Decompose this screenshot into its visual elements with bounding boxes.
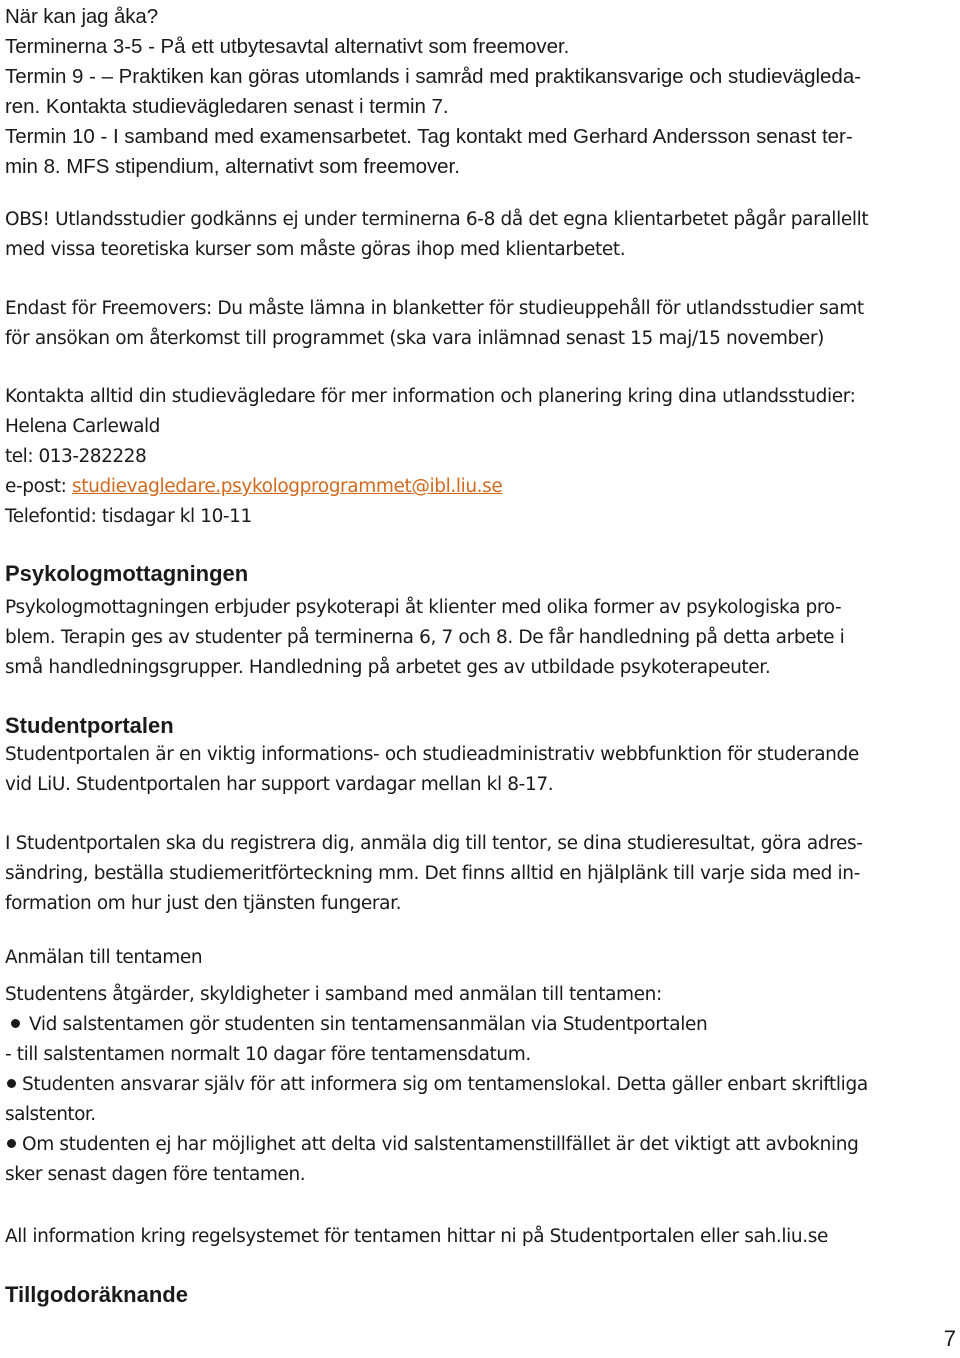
studentportalen-paragraph-1 <box>5 740 957 800</box>
bullet-icon <box>11 1019 20 1028</box>
contact-intro: Kontakta alltid din studievägledare för mer information och planering kring dina utlandsstudier: <box>5 386 856 407</box>
list-item-cont: sker senast dagen före tentamen. <box>5 1164 306 1185</box>
abroad-term-10: Termin 10 - I samband med examensarbetet. Tag kontakt med Gerhard Andersson senast ter- <box>5 125 853 148</box>
anmalan-footer <box>5 1222 957 1252</box>
tillgodo-heading: Tillgodoräknande <box>5 1282 188 1307</box>
studentportalen-line: sändring, beställa studiemeritförteckning mm. Det finns alltid en hjälplänk till varje sida med in- <box>5 863 860 884</box>
studentportalen-line: formation om hur just den tjänsten fungerar. <box>5 893 402 914</box>
contact-email-row <box>5 472 957 502</box>
list-item-text: Om studenten ej har möjlighet att delta vid salstentamenstillfället är det viktigt att avbokning <box>22 1134 859 1155</box>
abroad-question: När kan jag åka? <box>5 5 158 28</box>
psykolog-heading: Psykologmottagningen <box>5 561 249 586</box>
psykolog-line: små handledningsgrupper. Handledning på arbetet ges av utbildade psykoterapeuter. <box>5 657 771 678</box>
obs-line: med vissa teoretiska kurser som måste göras ihop med klientarbetet. <box>5 239 626 260</box>
psykolog-line: Psykologmottagningen erbjuder psykoterapi åt klienter med olika former av psykologiska pro- <box>5 597 842 618</box>
psykolog-line: blem. Terapin ges av studenter på terminerna 6, 7 och 8. De får handledning på detta arbete i <box>5 627 845 648</box>
obs-paragraph <box>5 205 957 265</box>
abroad-term-9: Termin 9 - – Praktiken kan göras utomlands i samråd med praktikansvarige och studievägleda- <box>5 65 861 88</box>
freemovers-line: för ansökan om återkomst till programmet (ska vara inlämnad senast 15 maj/15 november) <box>5 328 824 349</box>
bullet-icon <box>7 1079 16 1088</box>
freemovers-line: Endast för Freemovers: Du måste lämna in blanketter för studieuppehåll för utlandsstudier samt <box>5 298 864 319</box>
contact-hours: Telefontid: tisdagar kl 10-11 <box>5 506 252 527</box>
list-item <box>5 1010 957 1040</box>
studentportalen-line: I Studentportalen ska du registrera dig, anmäla dig till tentor, se dina studieresultat, göra adres- <box>5 833 863 854</box>
contact-email-label: e-post: <box>5 476 73 497</box>
anmalan-section <box>5 943 957 973</box>
list-item-cont: salstentor. <box>5 1104 96 1125</box>
contact-block <box>5 382 957 532</box>
freemovers-paragraph <box>5 294 957 354</box>
list-item <box>5 1070 957 1100</box>
list-item-cont: - till salstentamen normalt 10 dagar före tentamensdatum. <box>5 1044 531 1065</box>
contact-name: Helena Carlewald <box>5 416 160 437</box>
bullet-icon <box>7 1139 16 1148</box>
anmalan-heading: Anmälan till tentamen <box>5 947 203 968</box>
obs-line: OBS! Utlandsstudier godkänns ej under terminerna 6-8 då det egna klientarbetet pågår parallellt <box>5 209 869 230</box>
anmalan-intro: Studentens åtgärder, skyldigheter i samband med anmälan till tentamen: <box>5 984 662 1005</box>
studentportalen-heading: Studentportalen <box>5 713 174 738</box>
contact-email-link[interactable]: studievagledare.psykologprogrammet@ibl.liu.se <box>72 476 503 497</box>
psykolog-paragraph <box>5 593 957 683</box>
abroad-section <box>5 2 957 182</box>
studentportalen-paragraph-2 <box>5 829 957 919</box>
anmalan-footer-text: All information kring regelsystemet för tentamen hittar ni på Studentportalen eller sah.liu.se <box>5 1226 829 1247</box>
abroad-term-3-5: Terminerna 3-5 - På ett utbytesavtal alternativt som freemover. <box>5 35 570 58</box>
list-item <box>5 1130 957 1160</box>
contact-phone: tel: 013-282228 <box>5 446 147 467</box>
abroad-term-10-cont: min 8. MFS stipendium, alternativt som freemover. <box>5 155 460 178</box>
page-number: 7 <box>943 1326 956 1351</box>
abroad-term-9-cont: ren. Kontakta studievägledaren senast i termin 7. <box>5 95 449 118</box>
list-item-text: Vid salstentamen gör studenten sin tentamensanmälan via Studentportalen <box>29 1014 708 1035</box>
studentportalen-line: Studentportalen är en viktig informations- och studieadministrativ webbfunktion för studerande <box>5 744 859 765</box>
studentportalen-line: vid LiU. Studentportalen har support vardagar mellan kl 8-17. <box>5 774 554 795</box>
list-item-text: Studenten ansvarar själv för att informera sig om tentamenslokal. Detta gäller enbart skriftliga <box>22 1074 868 1095</box>
anmalan-list <box>5 980 957 1190</box>
